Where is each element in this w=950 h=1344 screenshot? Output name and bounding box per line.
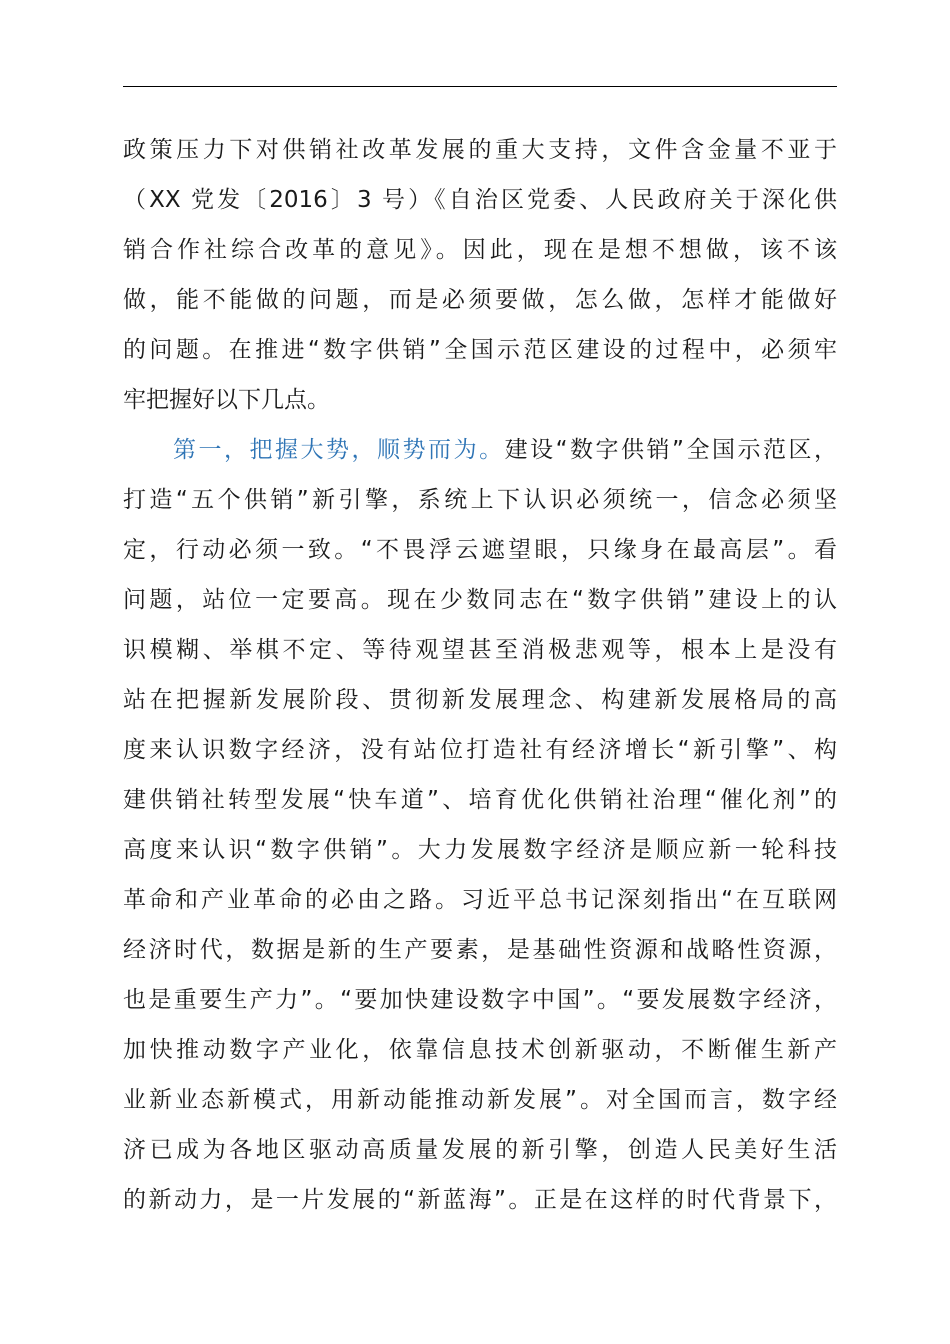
- paragraph-1-line: 政策压力下对供销社改革发展的重大支持，文件含金量不亚于: [123, 137, 837, 163]
- paragraph-2-line: 识模糊、举棋不定、等待观望甚至消极悲观等，根本上是没有: [123, 637, 837, 663]
- paragraph-2-line: 定，行动必须一致。“不畏浮云遮望眼，只缘身在最高层”。看: [123, 537, 837, 563]
- paragraph-2-line: 业新业态新模式，用新动能推动新发展”。对全国而言，数字经: [123, 1087, 837, 1113]
- paragraph-2-line: 经济时代，数据是新的生产要素，是基础性资源和战略性资源，: [123, 937, 837, 963]
- paragraph-1-line: 牢把握好以下几点。: [123, 387, 330, 413]
- paragraph-2-line: 问题，站位一定要高。现在少数同志在“数字供销”建设上的认: [123, 587, 837, 613]
- paragraph-2-line: 的新动力，是一片发展的“新蓝海”。正是在这样的时代背景下，: [123, 1187, 837, 1213]
- paragraph-2-line: 革命和产业革命的必由之路。习近平总书记深刻指出“在互联网: [123, 887, 837, 913]
- paragraph-1-line: 销合作社综合改革的意见》。因此，现在是想不想做，该不该: [123, 237, 837, 263]
- paragraph-2-first-line-text: 建设“数字供销”全国示范区，: [504, 437, 837, 463]
- section-heading: 第一，把握大势，顺势而为。: [173, 437, 505, 463]
- paragraph-2-line: 高度来认识“数字供销”。大力发展数字经济是顺应新一轮科技: [123, 837, 837, 863]
- paragraph-2-line: 站在把握新发展阶段、贯彻新发展理念、构建新发展格局的高: [123, 687, 837, 713]
- paragraph-2-line: 济已成为各地区驱动高质量发展的新引擎，创造人民美好生活: [123, 1137, 837, 1163]
- paragraph-1-line: （XX 党发〔2016〕3 号）《自治区党委、人民政府关于深化供: [123, 187, 837, 213]
- paragraph-2-line: 也是重要生产力”。“要加快建设数字中国”。“要发展数字经济，: [123, 987, 837, 1013]
- header-rule: [123, 86, 837, 87]
- paragraph-1-line: 的问题。在推进“数字供销”全国示范区建设的过程中，必须牢: [123, 337, 837, 363]
- paragraph-1-line: 做，能不能做的问题，而是必须要做，怎么做，怎样才能做好: [123, 287, 837, 313]
- paragraph-2-first-line: [123, 425, 837, 475]
- paragraph-2-line: 度来认识数字经济，没有站位打造社有经济增长“新引擎”、构: [123, 737, 837, 763]
- paragraph-2-line: 加快推动数字产业化，依靠信息技术创新驱动，不断催生新产: [123, 1037, 837, 1063]
- paragraph-2-line: 建供销社转型发展“快车道”、培育优化供销社治理“催化剂”的: [123, 787, 837, 813]
- body-text: [123, 125, 837, 1225]
- paragraph-2-line: 打造“五个供销”新引擎，系统上下认识必须统一，信念必须坚: [123, 487, 837, 513]
